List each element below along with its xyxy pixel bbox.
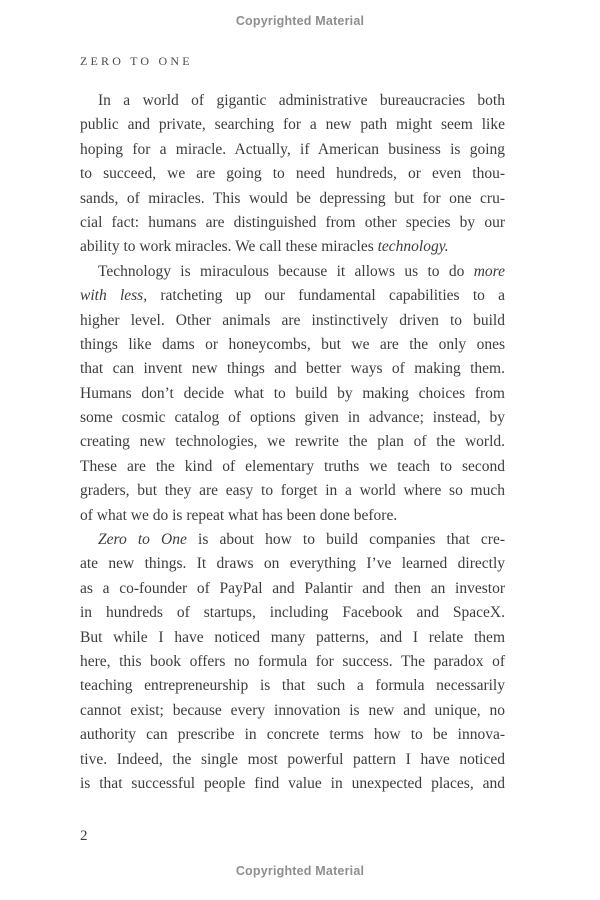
text-line: in hundreds of startups, including Facebook and SpaceX. — [80, 604, 505, 622]
text-line: cannot exist; because every innovation is new and unique, no — [80, 701, 505, 719]
text-line: In a world of gigantic administrative bureaucracies both — [98, 92, 505, 109]
text-line: to succeed, we are going to need hundreds, or even thou- — [80, 165, 505, 183]
text-line: ability to work miracles. We call these miracles technology. — [80, 238, 449, 256]
text-line: is that successful people find value in unexpected places, and — [80, 774, 505, 792]
text-line: These are the kind of elementary truths we teach to second — [80, 457, 505, 475]
text-line: here, this book offers no formula for success. The paradox of — [80, 652, 505, 670]
text-line: But while I have noticed many patterns, and I relate them — [80, 628, 505, 646]
text-line: cial fact: humans are distinguished from other species by our — [80, 213, 505, 231]
text-line: sands, of miracles. This would be depressing but for one cru- — [80, 189, 505, 207]
running-head: ZERO TO ONE — [80, 54, 193, 68]
text-line: some cosmic catalog of options given in advance; instead, by — [80, 409, 505, 427]
text-line: higher level. Other animals are instinctively driven to build — [80, 311, 505, 329]
page-number: 2 — [80, 828, 88, 844]
text-line: ate new things. It draws on everything I’ve learned directly — [80, 555, 505, 573]
text-line: Zero to One is about how to build companies that cre- — [98, 531, 505, 549]
text-line: teaching entrepreneurship is that such a formula necessarily — [80, 677, 505, 695]
text-line: creating new technologies, we rewrite the plan of the world. — [80, 433, 505, 451]
text-line: graders, but they are easy to forget in a world where so much — [80, 482, 505, 500]
text-line: Technology is miraculous because it allows us to do more — [98, 262, 505, 280]
text-line: hoping for a miracle. Actually, if American business is going — [80, 140, 505, 158]
text-line: public and private, searching for a new path might seem like — [80, 116, 505, 134]
text-line: with less, ratcheting up our fundamental capabilities to a — [80, 287, 506, 305]
text-line: authority can prescribe in concrete terms how to be innova- — [80, 726, 505, 744]
copyright-banner-top: Copyrighted Material — [235, 14, 365, 28]
text-line: tive. Indeed, the single most powerful pattern I have noticed — [80, 750, 505, 768]
text-line: Humans don’t decide what to build by making choices from — [80, 384, 505, 402]
text-line: as a co-founder of PayPal and Palantir and then an investor — [80, 579, 505, 597]
text-line: things like dams or honeycombs, but we are the only ones — [80, 335, 505, 353]
copyright-banner-bottom: Copyrighted Material — [235, 864, 365, 878]
text-line: that can invent new things and better ways of making them. — [80, 360, 505, 378]
text-line: of what we do is repeat what has been done before. — [80, 506, 398, 524]
page-body — [80, 89, 505, 796]
